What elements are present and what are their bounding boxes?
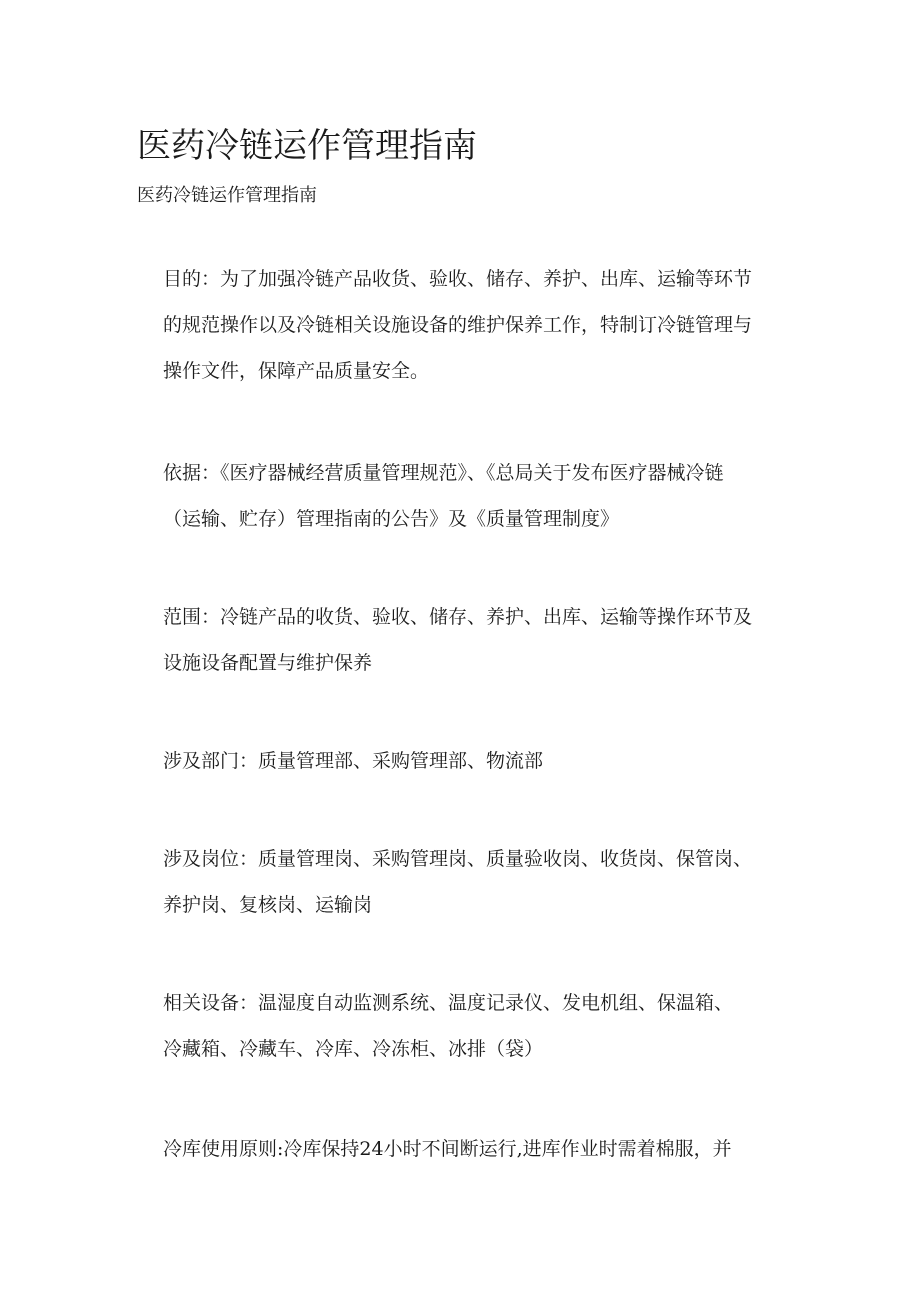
document-subtitle: 医药冷链运作管理指南 <box>137 185 317 206</box>
paragraph-line: 的规范操作以及冷链相关设施设备的维护保养工作，特制订冷链管理与 <box>163 314 753 336</box>
paragraph-cold-storage-principle <box>163 1136 803 1182</box>
paragraph-purpose <box>163 266 803 404</box>
paragraph-line: 相关设备：温湿度自动监测系统、温度记录仪、发电机组、保温箱、 <box>163 992 734 1014</box>
paragraph-line: 设施设备配置与维护保养 <box>163 652 373 674</box>
paragraph-positions <box>163 846 803 938</box>
paragraph-equipment <box>163 990 803 1082</box>
paragraph-line: 涉及岗位：质量管理岗、采购管理岗、质量验收岗、收货岗、保管岗、 <box>163 848 753 870</box>
paragraph-line: 目的：为了加强冷链产品收货、验收、储存、养护、出库、运输等环节 <box>163 268 753 290</box>
paragraph-line: 依据：《医疗器械经营质量管理规范》、《总局关于发布医疗器械冷链 <box>163 462 724 484</box>
paragraph-departments <box>163 748 803 794</box>
paragraph-line: （运输、贮存）管理指南的公告》及《质量管理制度》 <box>163 508 620 530</box>
paragraph-line: 冷库使用原则:冷库保持24小时不间断运行,进库作业时需着棉服，并 <box>163 1138 732 1160</box>
document-title: 医药冷链运作管理指南 <box>137 126 477 166</box>
paragraph-line: 范围：冷链产品的收货、验收、储存、养护、出库、运输等操作环节及 <box>163 606 753 628</box>
paragraph-scope <box>163 604 803 696</box>
paragraph-line: 养护岗、复核岗、运输岗 <box>163 894 373 916</box>
paragraph-basis <box>163 460 803 552</box>
paragraph-line: 冷藏箱、冷藏车、冷库、冷冻柜、冰排（袋） <box>163 1038 544 1060</box>
paragraph-line: 涉及部门：质量管理部、采购管理部、物流部 <box>163 750 544 772</box>
paragraph-line: 操作文件，保障产品质量安全。 <box>163 360 430 382</box>
